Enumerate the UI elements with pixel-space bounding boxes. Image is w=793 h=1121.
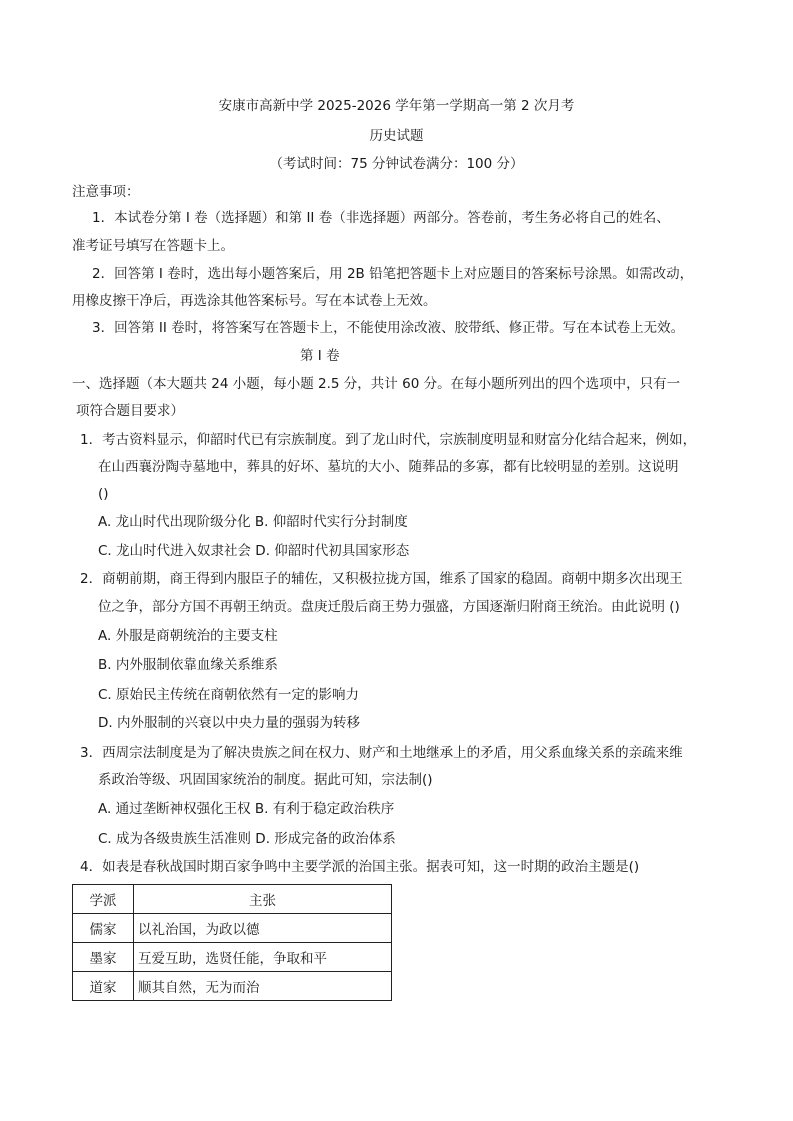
section-1-line-1: 一、选择题（本大题共 24 小题，每小题 2.5 分，共计 60 分。在每小题所列出的四个选项中，只有一 xyxy=(72,376,681,392)
notes-heading: 注意事项： xyxy=(72,184,140,200)
note-2-line-1: 2．回答第 I 卷时，选出每小题答案后，用 2B 铅笔把答题卡上对应题目的答案标号涂黑。如需改动， xyxy=(92,266,694,282)
q1-options-cd: C. 龙山时代进入奴隶社会 D. 仰韶时代初具国家形态 xyxy=(98,543,410,559)
exam-subject: 历史试题 xyxy=(369,128,424,144)
table-cell-claim: 顺其自然，无为而治 xyxy=(134,972,392,1001)
table-row xyxy=(73,914,392,943)
q1-stem-line-1: 1．考古资料显示，仰韶时代已有宗族制度。到了龙山时代，宗族制度明显和财富分化结合起来，例如， xyxy=(80,432,697,448)
table-header-cell: 学派 xyxy=(73,885,134,914)
note-1-line-2: 准考证号填写在答题卡上。 xyxy=(72,238,234,254)
table-cell-school: 儒家 xyxy=(73,914,134,943)
section-1-line-2: 项符合题目要求） xyxy=(76,403,184,419)
q2-option-d: D. 内外服制的兴衰以中央力量的强弱为转移 xyxy=(98,715,360,731)
q4-stem-line-1: 4．如表是春秋战国时期百家争鸣中主要学派的治国主张。据表可知，这一时期的政治主题是() xyxy=(80,859,640,875)
note-3-line-1: 3．回答第 II 卷时，将答案写在答题卡上，不能使用涂改液、胶带纸、修正带。写在本试卷上无效。 xyxy=(92,320,685,336)
q1-options-ab: A. 龙山时代出现阶级分化 B. 仰韶时代实行分封制度 xyxy=(98,514,408,530)
table-header-row xyxy=(73,885,392,914)
q2-option-a: A. 外服是商朝统治的主要支柱 xyxy=(98,628,278,644)
q2-option-c: C. 原始民主传统在商朝依然有一定的影响力 xyxy=(98,687,360,703)
table-row xyxy=(73,943,392,972)
q2-option-b: B. 内外服制依靠血缘关系维系 xyxy=(98,657,278,673)
table-cell-school: 墨家 xyxy=(73,943,134,972)
note-2-line-2: 用橡皮擦干净后，再选涂其他答案标号。写在本试卷上无效。 xyxy=(72,293,437,309)
q2-stem-line-2: 位之争，部分方国不再朝王纳贡。盘庚迁殷后商王势力强盛，方国逐渐归附商王统治。由此说明 () xyxy=(98,599,680,615)
part-1-title: 第 I 卷 xyxy=(300,348,340,364)
table-cell-school: 道家 xyxy=(73,972,134,1001)
q3-stem-line-2: 系政治等级、巩固国家统治的制度。据此可知，宗法制() xyxy=(98,772,433,788)
q3-stem-line-1: 3．西周宗法制度是为了解决贵族之间在权力、财产和土地继承上的矛盾，用父系血缘关系的亲疏来维 xyxy=(80,745,683,761)
q3-options-cd: C. 成为各级贵族生活准则 D. 形成完备的政治体系 xyxy=(98,831,396,847)
exam-title: 安康市高新中学 2025-2026 学年第一学期高一第 2 次月考 xyxy=(218,98,575,114)
note-1-line-1: 1．本试卷分第 I 卷（选择题）和第 II 卷（非选择题）两部分。答卷前，考生务必将自己的姓名、 xyxy=(92,210,670,226)
q4-schools-table xyxy=(72,884,392,1001)
q1-stem-line-3: () xyxy=(98,486,109,502)
q1-stem-line-2: 在山西襄汾陶寺墓地中，葬具的好坏、墓坑的大小、随葬品的多寡，都有比较明显的差别。这说明 xyxy=(98,459,679,475)
table-header-cell: 主张 xyxy=(134,885,392,914)
table-cell-claim: 互爱互助，选贤任能，争取和平 xyxy=(134,943,392,972)
table-row xyxy=(73,972,392,1001)
q3-options-ab: A. 通过垄断神权强化王权 B. 有利于稳定政治秩序 xyxy=(98,801,395,817)
q2-stem-line-1: 2．商朝前期，商王得到内服臣子的辅佐，又积极拉拢方国，维系了国家的稳固。商朝中期多次出现王 xyxy=(80,571,683,587)
table-cell-claim: 以礼治国，为政以德 xyxy=(134,914,392,943)
exam-info: （考试时间：75 分钟试卷满分：100 分） xyxy=(269,156,524,172)
